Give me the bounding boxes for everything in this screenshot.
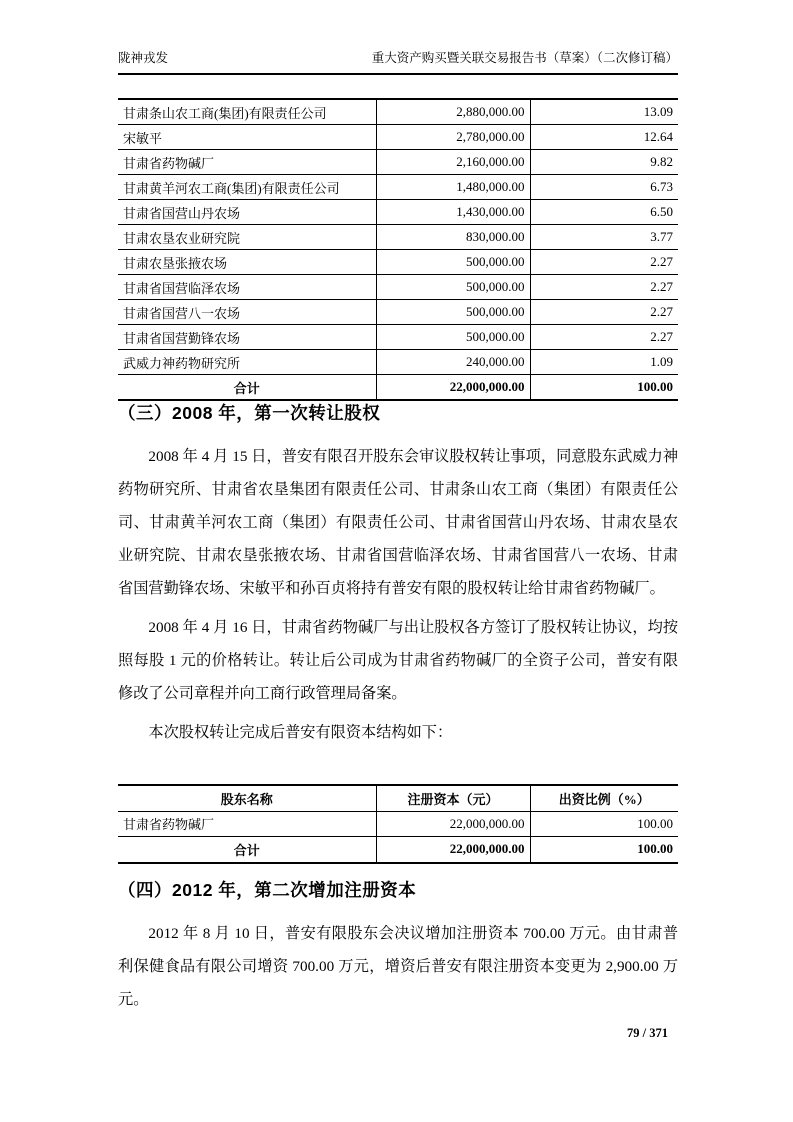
shareholder-name: 甘肃农垦张掖农场 [118, 250, 376, 275]
contribution-ratio: 2.27 [530, 275, 678, 300]
shareholder-structure-table-continued [118, 98, 678, 401]
shareholder-name: 甘肃省国营临泽农场 [118, 275, 376, 300]
shareholder-name: 宋敏平 [118, 125, 376, 150]
table-header-row [118, 785, 678, 811]
table-row [118, 175, 678, 200]
contribution-ratio: 2.27 [530, 300, 678, 325]
shareholder-name: 甘肃省国营山丹农场 [118, 200, 376, 225]
registered-capital: 500,000.00 [376, 300, 530, 325]
registered-capital: 500,000.00 [376, 325, 530, 350]
table-row [118, 325, 678, 350]
shareholder-name: 甘肃条山农工商(集团)有限责任公司 [118, 99, 376, 125]
registered-capital: 240,000.00 [376, 350, 530, 375]
registered-capital: 1,480,000.00 [376, 175, 530, 200]
table-row [118, 350, 678, 375]
registered-capital: 500,000.00 [376, 275, 530, 300]
shareholder-name: 甘肃省国营八一农场 [118, 300, 376, 325]
paragraph: 2008 年 4 月 15 日，普安有限召开股东会审议股权转让事项，同意股东武威力神药物研究所、甘肃省农垦集团有限责任公司、甘肃条山农工商（集团）有限责任公司、甘肃黄羊河农工商（集团）有限责任公司、甘肃省国营山丹农场、甘肃农垦农业研究院、甘肃农垦张掖农场、甘肃省国营临泽农场、甘肃省国营八一农场、甘肃省国营勤锋农场、宋敏平和孙百贞将持有普安有限的股权转让给甘肃省药物碱厂。 [118, 448, 678, 597]
header-company-short-name: 陇神戎发 [118, 51, 169, 65]
running-header [118, 50, 678, 75]
registered-capital: 2,160,000.00 [376, 150, 530, 175]
contribution-ratio: 2.27 [530, 250, 678, 275]
registered-capital: 2,880,000.00 [376, 99, 530, 125]
column-header-shareholder-name: 股东名称 [118, 785, 376, 811]
section-4-body [118, 917, 678, 1016]
contribution-ratio: 12.64 [530, 125, 678, 150]
paragraph: 本次股权转让完成后普安有限资本结构如下： [148, 724, 453, 741]
page-number: 79 / 371 [627, 1026, 668, 1040]
section-heading-3: （三）2008 年，第一次转让股权 [118, 403, 381, 423]
shareholder-name: 甘肃农垦农业研究院 [118, 225, 376, 250]
table-row [118, 225, 678, 250]
contribution-ratio: 13.09 [530, 99, 678, 125]
contribution-ratio: 6.50 [530, 200, 678, 225]
shareholder-name: 甘肃省药物碱厂 [118, 811, 376, 837]
registered-capital: 1,430,000.00 [376, 200, 530, 225]
total-ratio: 100.00 [530, 837, 678, 863]
table-row [118, 275, 678, 300]
table-total-row [118, 837, 678, 863]
paragraph: 2012 年 8 月 10 日，普安有限股东会决议增加注册资本 700.00 万元。由甘肃普利保健食品有限公司增资 700.00 万元，增资后普安有限注册资本变更为 2,900.00 万元。 [118, 925, 678, 1008]
contribution-ratio: 9.82 [530, 150, 678, 175]
registered-capital: 22,000,000.00 [376, 811, 530, 837]
column-header-registered-capital: 注册资本（元） [376, 785, 530, 811]
capital-structure-table [118, 784, 678, 864]
contribution-ratio: 6.73 [530, 175, 678, 200]
header-report-title: 重大资产购买暨关联交易报告书（草案）（二次修订稿） [371, 51, 678, 65]
contribution-ratio: 3.77 [530, 225, 678, 250]
total-label: 合计 [233, 380, 260, 396]
shareholder-name: 甘肃黄羊河农工商(集团)有限责任公司 [118, 175, 376, 200]
section-heading-4: （四）2012 年，第二次增加注册资本 [118, 880, 417, 900]
shareholder-name: 甘肃省国营勤锋农场 [118, 325, 376, 350]
contribution-ratio: 2.27 [530, 325, 678, 350]
total-ratio: 100.00 [530, 375, 678, 401]
contribution-ratio: 100.00 [530, 811, 678, 837]
total-capital: 22,000,000.00 [376, 837, 530, 863]
section-3-body [118, 440, 678, 749]
registered-capital: 2,780,000.00 [376, 125, 530, 150]
total-capital: 22,000,000.00 [376, 375, 530, 401]
contribution-ratio: 1.09 [530, 350, 678, 375]
registered-capital: 830,000.00 [376, 225, 530, 250]
table-row [118, 811, 678, 837]
column-header-contribution-ratio: 出资比例（%） [530, 785, 678, 811]
paragraph: 2008 年 4 月 16 日，甘肃省药物碱厂与出让股权各方签订了股权转让协议，均按照每股 1 元的价格转让。转让后公司成为甘肃省药物碱厂的全资子公司，普安有限修改了公司章程并向工商行政管理局备案。 [118, 619, 678, 702]
table-row [118, 250, 678, 275]
table-total-row [118, 375, 678, 401]
shareholder-name: 武威力神药物研究所 [118, 350, 376, 375]
table-row [118, 99, 678, 125]
table-row [118, 125, 678, 150]
table-row [118, 150, 678, 175]
total-label: 合计 [233, 842, 260, 858]
registered-capital: 500,000.00 [376, 250, 530, 275]
shareholder-name: 甘肃省药物碱厂 [118, 150, 376, 175]
table-row [118, 200, 678, 225]
table-row [118, 300, 678, 325]
